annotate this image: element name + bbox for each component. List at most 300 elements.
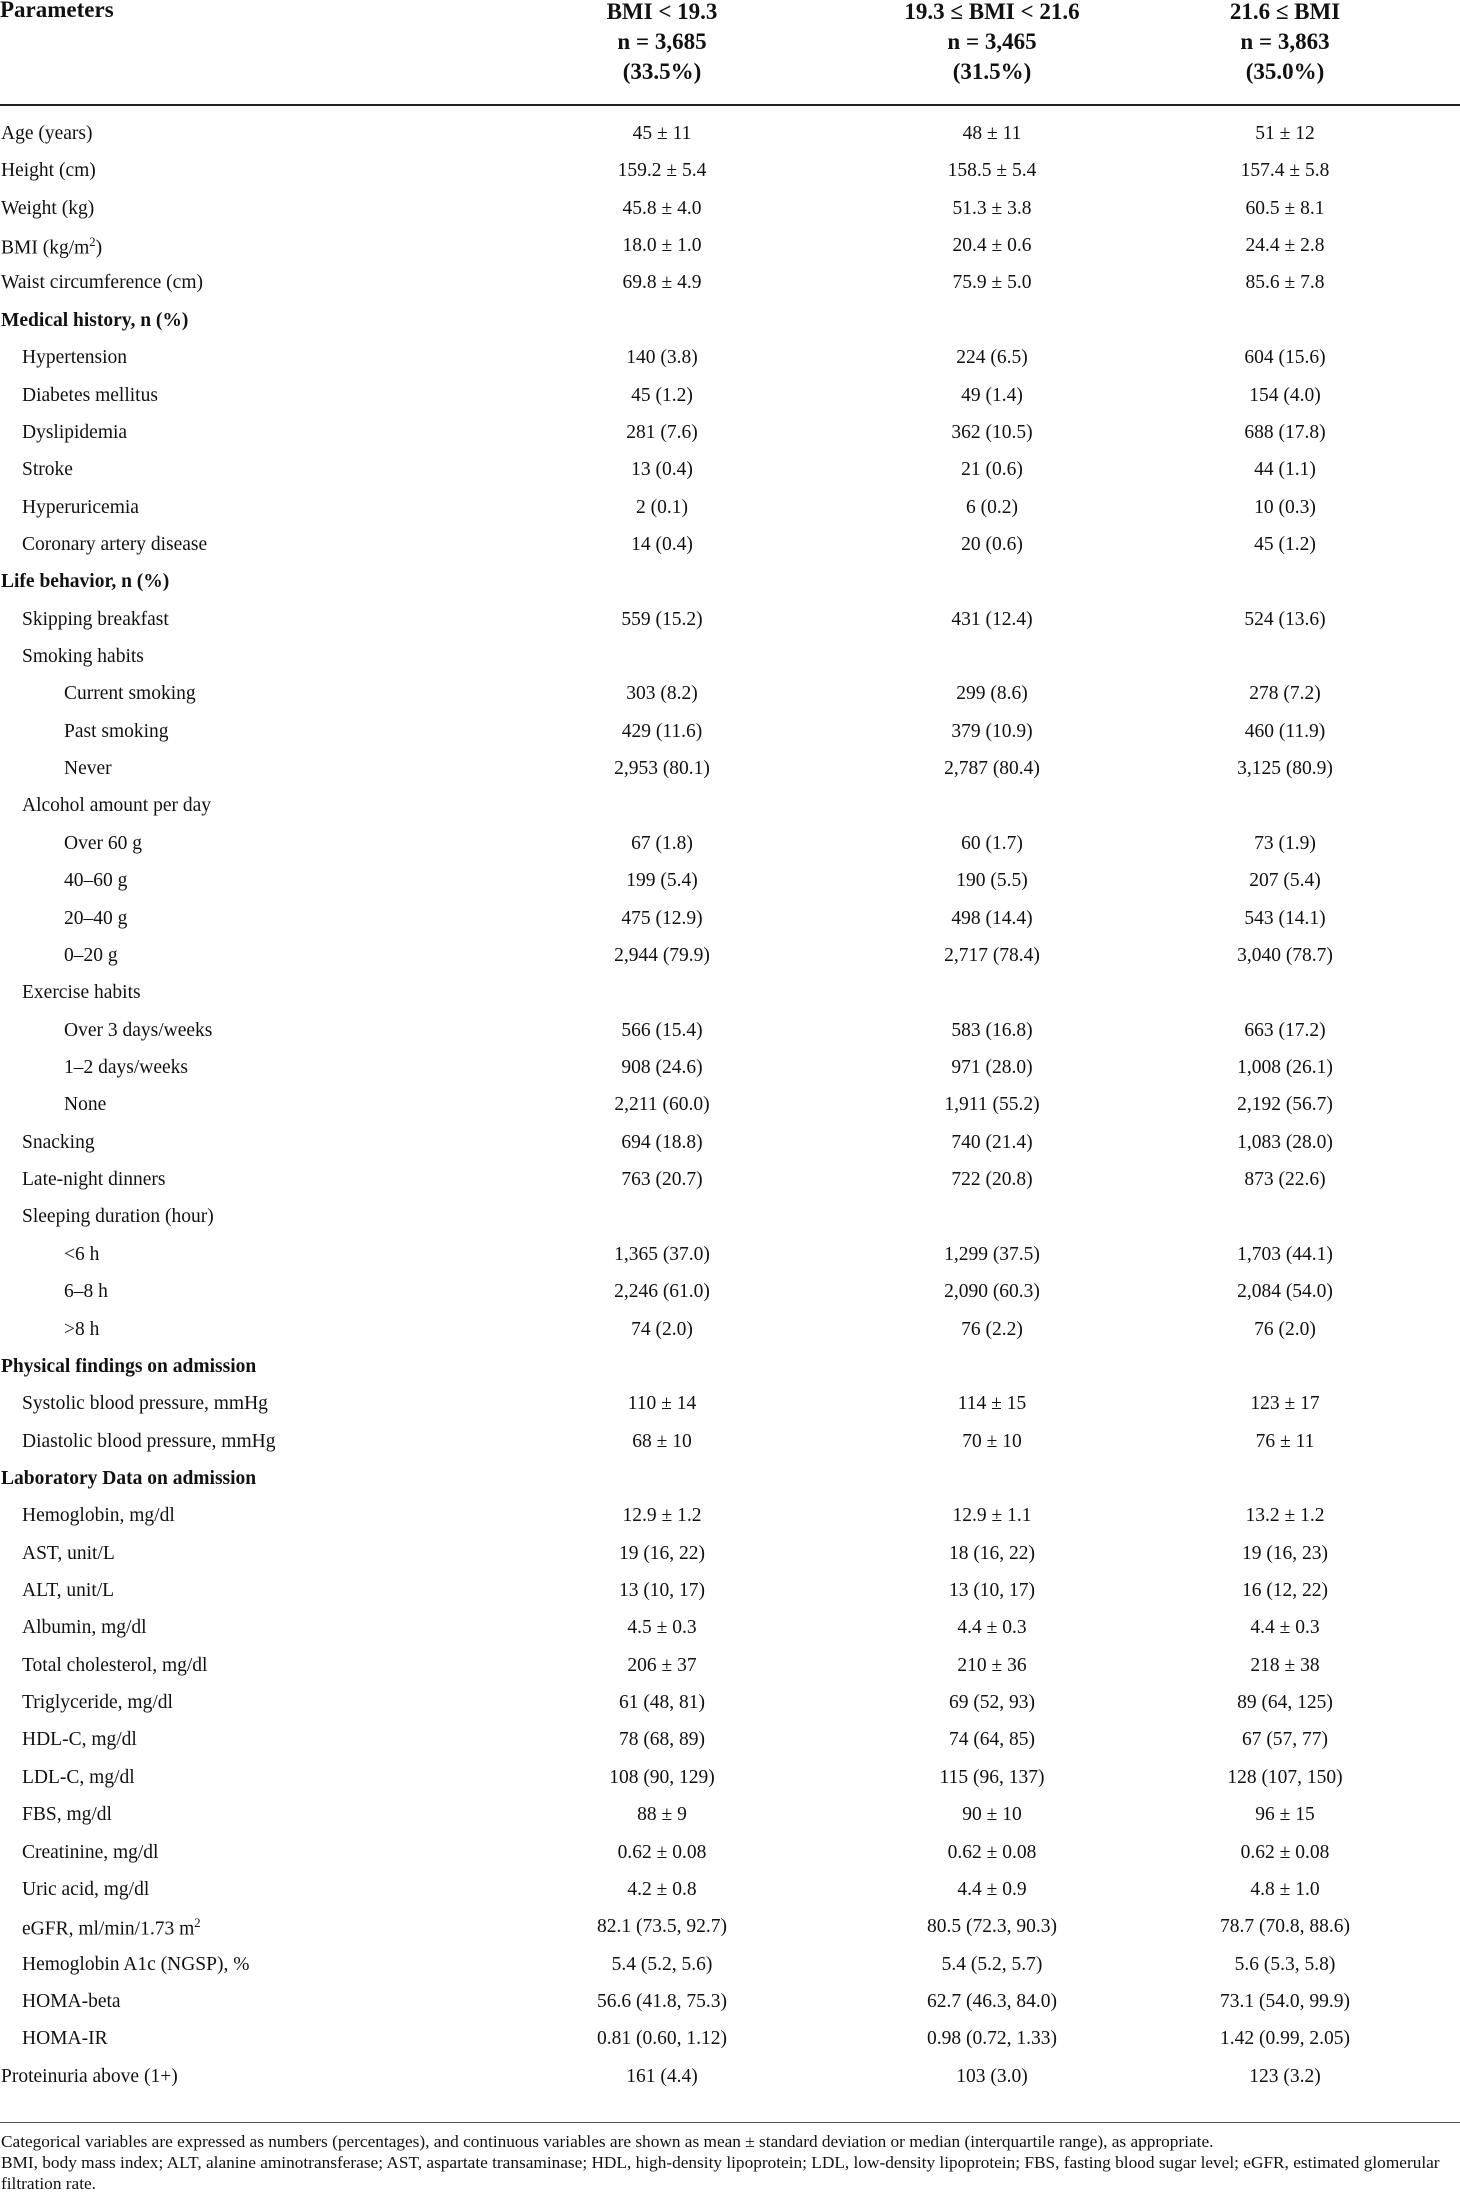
- row-label: [1, 571, 169, 593]
- row-label: [22, 609, 169, 631]
- row-value-col2: 2,090 (60.3): [944, 1281, 1040, 1303]
- row-value-col3: 543 (14.1): [1244, 907, 1326, 929]
- row-value-col3: 460 (11.9): [1244, 720, 1326, 742]
- row-value-col2: 190 (5.5): [956, 870, 1028, 892]
- header-col-pct: (31.5%): [952, 59, 1032, 84]
- header-parameters: Parameters: [0, 0, 114, 22]
- row-value-col2: 583 (16.8): [951, 1019, 1033, 1041]
- table-row: [0, 1315, 1460, 1352]
- row-value-col3: 1.42 (0.99, 2.05): [1220, 2028, 1350, 2050]
- row-value-col2: 362 (10.5): [951, 421, 1033, 443]
- table-row: [0, 754, 1460, 791]
- table-row: [0, 904, 1460, 941]
- row-label-tail: ): [95, 237, 103, 259]
- row-label-text: Past smoking: [64, 720, 169, 742]
- table-row: [0, 1875, 1460, 1912]
- row-value-col2: 299 (8.6): [956, 683, 1028, 705]
- row-value-col3: 4.8 ± 1.0: [1250, 1878, 1320, 1900]
- row-value-col2: 379 (10.9): [951, 720, 1033, 742]
- footnote-variables: Categorical variables are expressed as numbers (percentages), and continuous variables are shown as mean ± standard deviation or median (interquartile range), as appropriate.: [1, 2132, 1214, 2151]
- table-row: [0, 156, 1460, 193]
- row-label-text: Alcohol amount per day: [22, 795, 211, 817]
- row-value-col1: 0.81 (0.60, 1.12): [597, 2028, 727, 2050]
- row-label: [22, 1729, 137, 1751]
- row-value-col3: 154 (4.0): [1249, 384, 1321, 406]
- row-label-text: None: [64, 1094, 107, 1116]
- row-value-col3: 10 (0.3): [1254, 496, 1316, 518]
- row-label-text: Late-night dinners: [22, 1169, 166, 1191]
- row-value-col3: 60.5 ± 8.1: [1245, 197, 1325, 219]
- table-row: [0, 1613, 1460, 1650]
- table-row: [0, 1688, 1460, 1725]
- table-row: [0, 455, 1460, 492]
- row-value-col3: 45 (1.2): [1254, 533, 1316, 555]
- row-label-text: Hypertension: [22, 347, 128, 369]
- row-value-col2: 20 (0.6): [961, 533, 1023, 555]
- row-label: [64, 683, 196, 705]
- row-label-text: Smoking habits: [22, 646, 144, 668]
- row-label-text: Proteinuria above (1+): [1, 2065, 178, 2087]
- row-value-col1: 88 ± 9: [637, 1804, 687, 1826]
- table-row: [0, 2024, 1460, 2061]
- row-value-col1: 74 (2.0): [631, 1318, 693, 1340]
- row-value-col3: 128 (107, 150): [1227, 1766, 1343, 1788]
- row-value-col3: 4.4 ± 0.3: [1250, 1617, 1320, 1639]
- row-value-col1: 18.0 ± 1.0: [622, 235, 702, 257]
- table-row: [0, 530, 1460, 567]
- row-value-col3: 663 (17.2): [1244, 1019, 1326, 1041]
- row-label: [1, 123, 93, 145]
- row-value-col1: 566 (15.4): [621, 1019, 703, 1041]
- row-value-col3: 67 (57, 77): [1241, 1729, 1329, 1751]
- table-row: [0, 343, 1460, 380]
- row-value-col1: 110 ± 14: [627, 1393, 697, 1415]
- row-label-text: Exercise habits: [22, 982, 141, 1004]
- row-value-col3: 123 ± 17: [1250, 1393, 1320, 1415]
- row-value-col2: 210 ± 36: [957, 1654, 1027, 1676]
- row-label-text: HOMA-IR: [22, 2028, 108, 2050]
- row-value-col1: 161 (4.4): [626, 2065, 698, 2087]
- row-value-col2: 103 (3.0): [956, 2065, 1028, 2087]
- row-value-col1: 694 (18.8): [621, 1131, 703, 1153]
- row-label: [22, 385, 158, 407]
- row-value-col1: 0.62 ± 0.08: [617, 1841, 707, 1863]
- table-bottom-rule: [0, 2122, 1460, 2123]
- row-value-col2: 1,299 (37.5): [944, 1243, 1040, 1265]
- row-label: [22, 1132, 95, 1154]
- row-value-col2: 722 (20.8): [951, 1169, 1033, 1191]
- row-label-text: BMI (kg/m: [1, 237, 90, 259]
- header-col-range: 19.3 ≤ BMI < 21.6: [904, 0, 1080, 24]
- header-col-range: 21.6 ≤ BMI: [1229, 0, 1341, 24]
- row-label: [22, 422, 127, 444]
- row-value-col2: 90 ± 10: [962, 1804, 1022, 1826]
- row-label-text: Physical findings on admission: [1, 1355, 257, 1377]
- row-label: [64, 833, 142, 855]
- row-value-col2: 12.9 ± 1.1: [952, 1505, 1032, 1527]
- row-label-text: <6 h: [64, 1243, 100, 1265]
- row-value-col3: 44 (1.1): [1254, 459, 1316, 481]
- row-label-text: Weight (kg): [1, 197, 95, 219]
- table-row: [0, 1165, 1460, 1202]
- row-value-col3: 0.62 ± 0.08: [1240, 1841, 1330, 1863]
- row-label: [1, 198, 94, 220]
- row-label-superscript: 2: [194, 1916, 201, 1931]
- row-value-col3: 1,083 (28.0): [1237, 1131, 1333, 1153]
- header-col-n: n = 3,685: [617, 29, 707, 54]
- row-value-col1: 2 (0.1): [636, 496, 688, 518]
- header-col-pct: (35.0%): [1245, 59, 1325, 84]
- row-value-col3: 3,125 (80.9): [1237, 758, 1333, 780]
- table-row: [0, 1128, 1460, 1165]
- row-label: [22, 1505, 175, 1527]
- row-label: [22, 1393, 268, 1415]
- row-value-col2: 20.4 ± 0.6: [952, 235, 1032, 257]
- row-value-col3: 51 ± 12: [1255, 123, 1315, 144]
- row-value-col1: 108 (90, 129): [609, 1766, 715, 1788]
- row-value-col3: 16 (12, 22): [1241, 1580, 1329, 1602]
- table-row: [0, 1501, 1460, 1538]
- table-row: [0, 2062, 1460, 2099]
- row-value-col2: 2,717 (78.4): [944, 944, 1040, 966]
- row-label-text: Coronary artery disease: [22, 533, 208, 555]
- row-label-text: Hyperuricemia: [22, 496, 139, 518]
- row-value-col1: 12.9 ± 1.2: [622, 1505, 702, 1527]
- row-label-text: Life behavior, n (%): [1, 571, 170, 593]
- row-label-text: Snacking: [22, 1131, 95, 1153]
- row-value-col3: 157.4 ± 5.8: [1240, 160, 1330, 182]
- row-value-col2: 1,911 (55.2): [944, 1094, 1040, 1116]
- row-label: [64, 1244, 99, 1266]
- table-row: [0, 493, 1460, 530]
- row-label: [64, 1094, 106, 1116]
- row-value-col1: 14 (0.4): [631, 533, 693, 555]
- row-label-text: Skipping breakfast: [22, 608, 169, 630]
- row-value-col1: 1,365 (37.0): [614, 1243, 710, 1265]
- row-label: [64, 758, 112, 780]
- row-value-col2: 75.9 ± 5.0: [952, 272, 1032, 294]
- row-label-text: Waist circumference (cm): [1, 272, 203, 294]
- section-row: [0, 306, 1460, 343]
- row-label: [22, 497, 139, 519]
- row-label: [64, 721, 169, 743]
- row-value-col1: 68 ± 10: [632, 1430, 692, 1452]
- table-row: [0, 829, 1460, 866]
- row-label-text: Current smoking: [64, 683, 196, 705]
- row-value-col1: 67 (1.8): [631, 832, 693, 854]
- table-row: [0, 1838, 1460, 1875]
- table-row: [0, 418, 1460, 455]
- row-value-col2: 5.4 (5.2, 5.7): [941, 1953, 1043, 1975]
- section-row: [0, 567, 1460, 604]
- table-row: [0, 1016, 1460, 1053]
- row-label: [1, 272, 203, 294]
- row-value-col3: 2,084 (54.0): [1237, 1281, 1333, 1303]
- row-value-col2: 0.62 ± 0.08: [947, 1841, 1037, 1863]
- row-label-text: Hemoglobin, mg/dl: [22, 1505, 175, 1527]
- table-row: [0, 1725, 1460, 1762]
- table-header: [0, 0, 1460, 106]
- row-value-col1: 19 (16, 22): [618, 1542, 706, 1564]
- row-value-col2: 2,787 (80.4): [944, 758, 1040, 780]
- row-label-text: Uric acid, mg/dl: [22, 1878, 150, 1900]
- row-label-text: 40–60 g: [64, 870, 128, 892]
- header-col-low-bmi: [572, 0, 752, 87]
- row-label-text: Over 3 days/weeks: [64, 1019, 213, 1041]
- row-label-text: Albumin, mg/dl: [22, 1617, 147, 1639]
- row-label: [22, 534, 207, 556]
- row-value-col1: 2,246 (61.0): [614, 1281, 710, 1303]
- table-row: [0, 941, 1460, 978]
- row-value-col1: 763 (20.7): [621, 1169, 703, 1191]
- row-value-col2: 0.98 (0.72, 1.33): [927, 2028, 1057, 2050]
- table-footnotes: [1, 2131, 1441, 2194]
- row-value-col3: 73.1 (54.0, 99.9): [1220, 1990, 1350, 2012]
- row-value-col1: 475 (12.9): [621, 907, 703, 929]
- table-row: [0, 119, 1460, 156]
- row-value-col1: 4.2 ± 0.8: [627, 1878, 697, 1900]
- row-label-text: Diastolic blood pressure, mmHg: [22, 1430, 276, 1452]
- row-value-col2: 62.7 (46.3, 84.0): [927, 1990, 1057, 2012]
- row-value-col1: 159.2 ± 5.4: [617, 160, 707, 182]
- row-label-superscript: 2: [89, 235, 96, 250]
- row-label: [22, 347, 127, 369]
- row-value-col2: 13 (10, 17): [948, 1580, 1036, 1602]
- row-value-col1: 2,953 (80.1): [614, 758, 710, 780]
- header-col-high-bmi: [1190, 0, 1380, 87]
- table-row: [0, 791, 1460, 828]
- table-row: [0, 1090, 1460, 1127]
- row-label-text: eGFR, ml/min/1.73 m: [22, 1918, 195, 1940]
- row-label-text: >8 h: [64, 1318, 100, 1340]
- row-value-col3: 78.7 (70.8, 88.6): [1220, 1916, 1350, 1938]
- row-label: [22, 1954, 250, 1976]
- row-label: [22, 2028, 108, 2050]
- row-label: [22, 646, 144, 668]
- row-value-col2: 80.5 (72.3, 90.3): [927, 1916, 1057, 1938]
- table-row: [0, 1800, 1460, 1837]
- row-value-col3: 13.2 ± 1.2: [1245, 1505, 1325, 1527]
- row-label-text: Laboratory Data on admission: [1, 1467, 257, 1489]
- row-value-col2: 114 ± 15: [957, 1393, 1027, 1415]
- row-label-text: Age (years): [1, 123, 93, 144]
- row-value-col1: 45 ± 11: [632, 123, 692, 144]
- row-value-col2: 6 (0.2): [966, 496, 1018, 518]
- row-label: [22, 1580, 114, 1602]
- row-value-col3: 96 ± 15: [1255, 1804, 1315, 1826]
- row-value-col1: 2,211 (60.0): [614, 1094, 710, 1116]
- table-body: [0, 119, 1460, 2099]
- row-label: [22, 1169, 166, 1191]
- row-label-text: FBS, mg/dl: [22, 1804, 112, 1826]
- row-label: [22, 1692, 173, 1714]
- row-label-text: LDL-C, mg/dl: [22, 1766, 135, 1788]
- row-value-col1: 78 (68, 89): [618, 1729, 706, 1751]
- row-value-col3: 73 (1.9): [1254, 832, 1316, 854]
- row-value-col1: 140 (3.8): [626, 347, 698, 369]
- row-label-text: Never: [64, 758, 112, 780]
- row-label-text: Triglyceride, mg/dl: [22, 1692, 173, 1714]
- row-value-col1: 199 (5.4): [626, 870, 698, 892]
- header-col-range: BMI < 19.3: [606, 0, 718, 24]
- row-value-col3: 24.4 ± 2.8: [1245, 235, 1325, 257]
- table-row: [0, 1202, 1460, 1239]
- row-label: [64, 1057, 188, 1079]
- row-label: [1, 160, 96, 182]
- row-value-col2: 4.4 ± 0.9: [957, 1878, 1027, 1900]
- row-label-text: HOMA-beta: [22, 1990, 121, 2012]
- row-value-col2: 60 (1.7): [961, 832, 1023, 854]
- row-label: [22, 1655, 207, 1677]
- row-label-text: Height (cm): [1, 160, 96, 182]
- row-value-col2: 115 (96, 137): [939, 1766, 1045, 1788]
- row-label: [1, 1356, 256, 1378]
- row-label: [22, 1617, 147, 1639]
- row-label: [1, 2066, 178, 2088]
- row-label-text: HDL-C, mg/dl: [22, 1729, 137, 1751]
- row-value-col3: 604 (15.6): [1244, 347, 1326, 369]
- table-row: [0, 1912, 1460, 1949]
- table-row: [0, 381, 1460, 418]
- row-value-col2: 158.5 ± 5.4: [947, 160, 1037, 182]
- row-label: [22, 1804, 112, 1826]
- row-value-col3: 207 (5.4): [1249, 870, 1321, 892]
- row-value-col2: 4.4 ± 0.3: [957, 1617, 1027, 1639]
- table-row: [0, 1240, 1460, 1277]
- row-label: [64, 1020, 212, 1042]
- row-label: [1, 1468, 256, 1490]
- row-value-col3: 85.6 ± 7.8: [1245, 272, 1325, 294]
- row-label-text: 20–40 g: [64, 907, 128, 929]
- row-value-col2: 74 (64, 85): [948, 1729, 1036, 1751]
- row-value-col1: 206 ± 37: [627, 1654, 697, 1676]
- row-value-col3: 76 ± 11: [1255, 1430, 1315, 1452]
- row-label-text: Diabetes mellitus: [22, 384, 158, 406]
- row-value-col1: 5.4 (5.2, 5.6): [611, 1953, 713, 1975]
- row-value-col3: 278 (7.2): [1249, 683, 1321, 705]
- row-label: [22, 1206, 214, 1228]
- row-value-col3: 1,703 (44.1): [1237, 1243, 1333, 1265]
- row-value-col2: 431 (12.4): [951, 608, 1033, 630]
- row-label-text: 1–2 days/weeks: [64, 1056, 189, 1078]
- row-value-col2: 740 (21.4): [951, 1131, 1033, 1153]
- row-value-col3: 873 (22.6): [1244, 1169, 1326, 1191]
- row-value-col1: 4.5 ± 0.3: [627, 1617, 697, 1639]
- header-col-n: n = 3,863: [1240, 29, 1330, 54]
- row-label-text: 6–8 h: [64, 1281, 108, 1303]
- row-value-col3: 688 (17.8): [1244, 421, 1326, 443]
- row-label: [22, 795, 211, 817]
- row-value-col2: 69 (52, 93): [948, 1692, 1036, 1714]
- row-value-col3: 5.6 (5.3, 5.8): [1234, 1953, 1336, 1975]
- row-value-col3: 1,008 (26.1): [1237, 1056, 1333, 1078]
- row-value-col2: 224 (6.5): [956, 347, 1028, 369]
- table-row: [0, 1950, 1460, 1987]
- row-label: [22, 982, 141, 1004]
- row-value-col2: 76 (2.2): [961, 1318, 1023, 1340]
- footnote-abbreviations: BMI, body mass index; ALT, alanine aminotransferase; AST, aspartate transaminase; HDL, high-density lipoprotein; LDL, low-density lipoprotein; FBS, fasting blood sugar level; eGFR, estimated glomerular filtration rate.: [1, 2153, 1440, 2193]
- row-value-col1: 13 (10, 17): [618, 1580, 706, 1602]
- row-value-col1: 908 (24.6): [621, 1056, 703, 1078]
- row-value-col3: 2,192 (56.7): [1237, 1094, 1333, 1116]
- table-row: [0, 642, 1460, 679]
- row-value-col1: 69.8 ± 4.9: [622, 272, 702, 294]
- table-row: [0, 1427, 1460, 1464]
- row-label-text: Total cholesterol, mg/dl: [22, 1654, 208, 1676]
- row-value-col1: 13 (0.4): [631, 459, 693, 481]
- row-label: [22, 1991, 121, 2013]
- row-label: [22, 1916, 201, 1941]
- row-value-col1: 45 (1.2): [631, 384, 693, 406]
- row-value-col2: 971 (28.0): [951, 1056, 1033, 1078]
- row-label-text: Medical history, n (%): [1, 309, 189, 331]
- row-value-col1: 559 (15.2): [621, 608, 703, 630]
- row-value-col3: 89 (64, 125): [1237, 1692, 1333, 1714]
- row-value-col1: 61 (48, 81): [618, 1692, 706, 1714]
- row-label: [22, 459, 73, 481]
- section-row: [0, 1352, 1460, 1389]
- table-row: [0, 1389, 1460, 1426]
- row-value-col3: 76 (2.0): [1254, 1318, 1316, 1340]
- row-value-col2: 21 (0.6): [961, 459, 1023, 481]
- row-label: [22, 1543, 115, 1565]
- table-row: [0, 1053, 1460, 1090]
- row-label: [64, 945, 118, 967]
- row-value-col2: 48 ± 11: [962, 123, 1022, 144]
- row-value-col2: 51.3 ± 3.8: [952, 197, 1032, 219]
- row-label-text: Hemoglobin A1c (NGSP), %: [22, 1953, 250, 1975]
- row-label: [64, 908, 127, 930]
- table-row: [0, 1576, 1460, 1613]
- row-label-text: Stroke: [22, 459, 73, 481]
- row-label: [22, 1431, 275, 1453]
- row-label: [22, 1842, 158, 1864]
- row-value-col3: 123 (3.2): [1249, 2065, 1321, 2087]
- row-label-text: Systolic blood pressure, mmHg: [22, 1393, 268, 1415]
- row-label: [64, 870, 127, 892]
- row-label-text: Dyslipidemia: [22, 421, 128, 443]
- section-row: [0, 1464, 1460, 1501]
- table-row: [0, 1763, 1460, 1800]
- row-value-col3: 524 (13.6): [1244, 608, 1326, 630]
- table-row: [0, 717, 1460, 754]
- table-row: [0, 1987, 1460, 2024]
- row-value-col2: 498 (14.4): [951, 907, 1033, 929]
- row-value-col3: 19 (16, 23): [1241, 1542, 1329, 1564]
- table-row: [0, 978, 1460, 1015]
- row-value-col1: 281 (7.6): [626, 421, 698, 443]
- row-label: [64, 1281, 108, 1303]
- header-col-mid-bmi: [862, 0, 1122, 87]
- row-label-text: Sleeping duration (hour): [22, 1206, 214, 1228]
- row-label: [1, 235, 102, 260]
- row-value-col3: 3,040 (78.7): [1237, 944, 1333, 966]
- row-value-col3: 218 ± 38: [1250, 1654, 1320, 1676]
- row-label: [1, 310, 188, 332]
- table-row: [0, 866, 1460, 903]
- table-row: [0, 268, 1460, 305]
- table-row: [0, 1651, 1460, 1688]
- row-label-text: AST, unit/L: [22, 1542, 115, 1564]
- row-value-col2: 18 (16, 22): [948, 1542, 1036, 1564]
- row-label: [64, 1319, 99, 1341]
- row-value-col1: 56.6 (41.8, 75.3): [597, 1990, 727, 2012]
- row-value-col1: 303 (8.2): [626, 683, 698, 705]
- row-value-col1: 45.8 ± 4.0: [622, 197, 702, 219]
- row-value-col1: 429 (11.6): [621, 720, 703, 742]
- table-row: [0, 1277, 1460, 1314]
- row-label-text: 0–20 g: [64, 944, 118, 966]
